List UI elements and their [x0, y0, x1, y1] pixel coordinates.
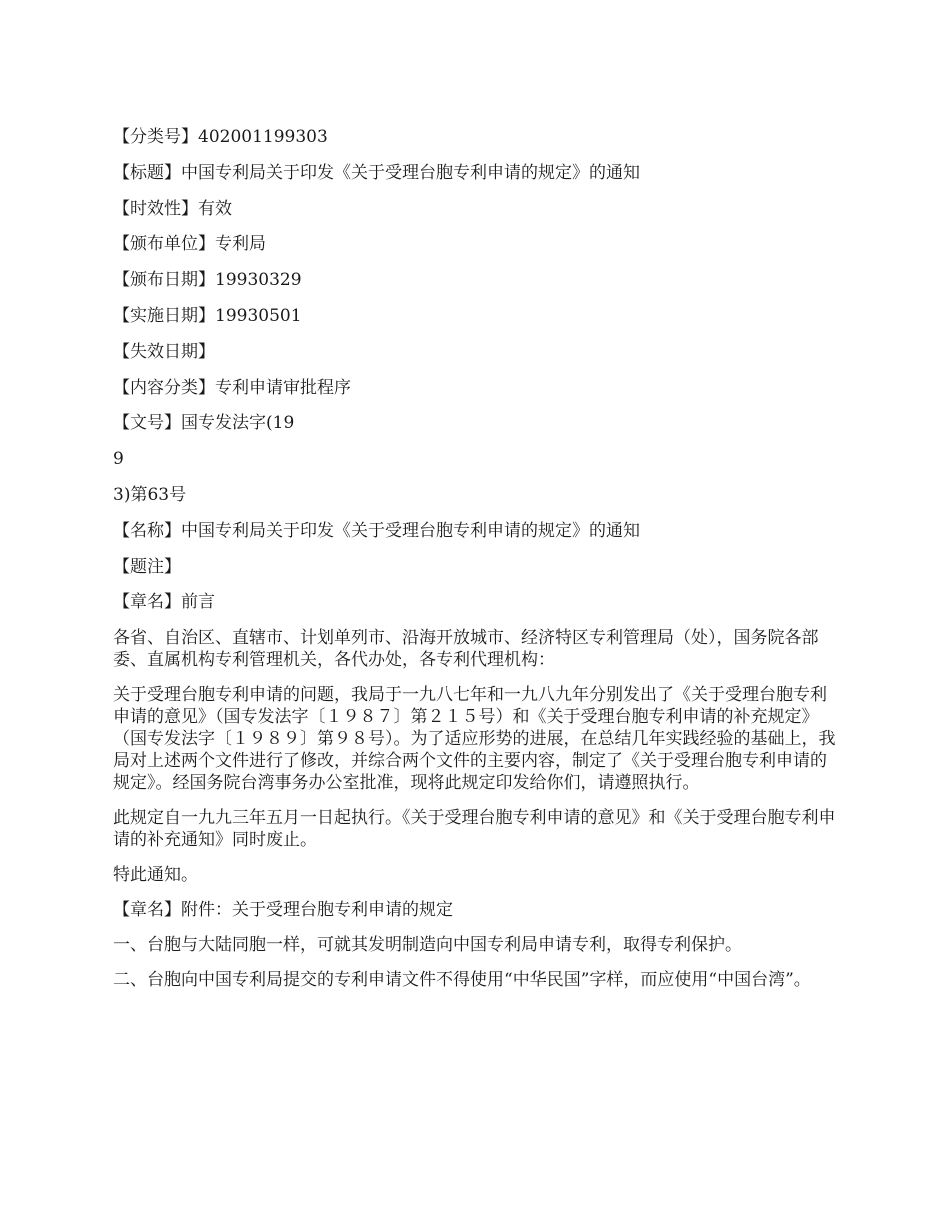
- document-number-part2: 9: [113, 449, 124, 470]
- document-number-part1: 【文号】国专发法字(19: [113, 413, 295, 434]
- validity-status: 【时效性】有效: [113, 198, 232, 219]
- issue-date: 【颁布日期】19930329: [113, 270, 302, 291]
- document-page: [113, 124, 843, 1004]
- issuing-unit: 【颁布单位】专利局: [113, 234, 266, 255]
- body-paragraph-background: 关于受理台胞专利申请的问题，我局于一九八七年和一九八九年分别发出了《关于受理台胞专利申请的意见》（国专发法字〔１９８７〕第２１５号）和《关于受理台胞专利申请的补充规定》（国专发法字〔１９８９〕第９８号）。为了适应形势的进展，在总结几年实践经验的基础上，我局对上述两个文件进行了修改，并综合两个文件的主要内容，制定了《关于受理台胞专利申请的规定》。经国务院台湾事务办公室批准，现将此规定印发给你们，请遵照执行。: [113, 685, 836, 794]
- body-paragraph-effective: 此规定自一九九三年五月一日起执行。《关于受理台胞专利申请的意见》和《关于受理台胞专利申请的补充通知》同时废止。: [113, 808, 836, 851]
- body-paragraph-notice: 特此通知。: [113, 865, 198, 886]
- effective-date: 【实施日期】19930501: [113, 305, 302, 326]
- appendix-item-2: 二、台胞向中国专利局提交的专利申请文件不得使用“中华民国”字样，而应使用“中国台湾”。: [113, 970, 811, 991]
- document-title: 【标题】中国专利局关于印发《关于受理台胞专利申请的规定》的通知: [113, 162, 640, 183]
- content-category: 【内容分类】专利申请审批程序: [113, 377, 351, 398]
- title-note: 【题注】: [113, 556, 181, 577]
- document-number-part3: 3)第63号: [113, 484, 187, 505]
- document-name: 【名称】中国专利局关于印发《关于受理台胞专利申请的规定》的通知: [113, 520, 640, 541]
- addressee-paragraph: 各省、自治区、直辖市、计划单列市、沿海开放城市、经济特区专利管理局（处），国务院各部委、直属机构专利管理机关，各代办处，各专利代理机构：: [113, 628, 819, 671]
- appendix-item-1: 一、台胞与大陆同胞一样，可就其发明制造向中国专利局申请专利，取得专利保护。: [113, 935, 742, 956]
- expiry-date: 【失效日期】: [113, 341, 215, 362]
- category-number: 【分类号】402001199303: [113, 127, 328, 147]
- chapter-appendix: 【章名】附件：关于受理台胞专利申请的规定: [113, 900, 453, 921]
- chapter-preface: 【章名】前言: [113, 592, 215, 613]
